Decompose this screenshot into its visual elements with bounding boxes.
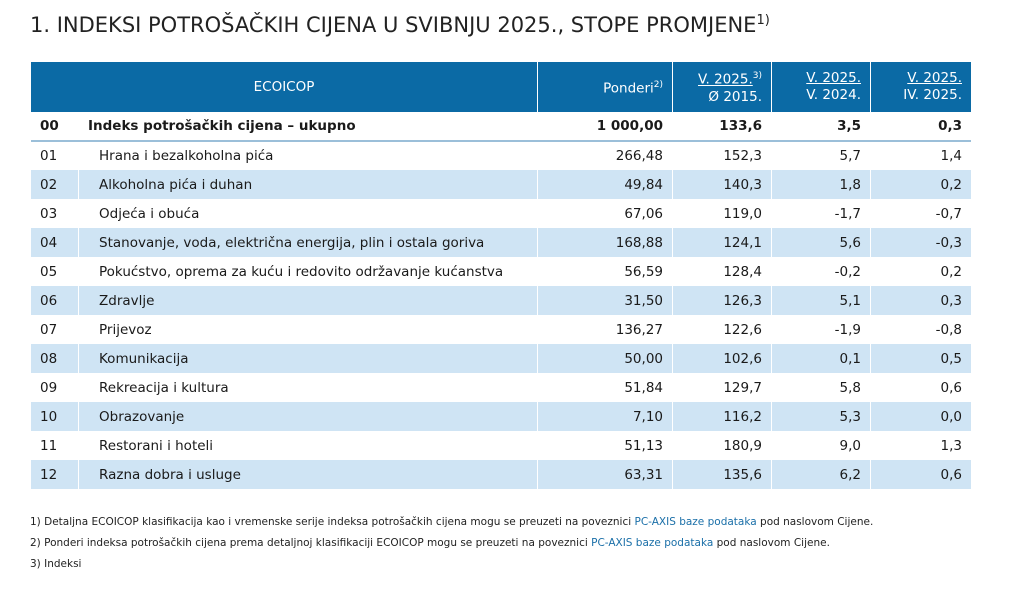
row-mom-rate: 0,5 xyxy=(871,344,972,373)
table-row xyxy=(31,257,971,286)
header-col-mom-line1: V. 2025. xyxy=(907,70,962,86)
pc-axis-link-2[interactable]: PC-AXIS baze podataka xyxy=(591,537,714,549)
row-index: 102,6 xyxy=(673,344,772,373)
pc-axis-link-1[interactable]: PC-AXIS baze podataka xyxy=(634,516,757,528)
row-code: 01 xyxy=(31,141,79,170)
header-col-index xyxy=(673,62,772,112)
row-weight: 1 000,00 xyxy=(538,112,673,141)
row-mom-rate: -0,8 xyxy=(935,321,962,338)
row-yoy-rate: -1,9 xyxy=(772,315,871,344)
table-row xyxy=(31,344,971,373)
table-row-total xyxy=(31,112,971,141)
row-index: 116,2 xyxy=(673,402,772,431)
row-code: 08 xyxy=(31,344,79,373)
row-code: 03 xyxy=(31,199,79,228)
footnote-2-tail: pod naslovom Cijene. xyxy=(713,537,830,549)
row-mom-rate: 0,3 xyxy=(871,286,972,315)
row-code: 05 xyxy=(31,257,79,286)
header-ecoicop: ECOICOP xyxy=(31,62,538,112)
header-ponderi-label: Ponderi xyxy=(603,80,654,97)
row-name: Zdravlje xyxy=(79,286,538,315)
row-index: 128,4 xyxy=(673,257,772,286)
row-mom-rate: 0,6 xyxy=(940,379,962,396)
cpi-table xyxy=(31,62,971,489)
header-ponderi xyxy=(538,62,673,112)
row-index: 126,3 xyxy=(673,286,772,315)
row-name: Indeks potrošačkih cijena – ukupno xyxy=(79,112,538,141)
row-name: Stanovanje, voda, električna energija, plin i ostala goriva xyxy=(79,228,538,257)
header-ponderi-sup: 2) xyxy=(653,79,663,90)
row-mom-rate: 0,2 xyxy=(871,170,972,199)
header-col-index-line1: V. 2025. xyxy=(698,71,753,88)
row-index: 152,3 xyxy=(673,141,772,170)
row-name: Prijevoz xyxy=(79,315,538,344)
row-index: 124,1 xyxy=(673,228,772,257)
row-name: Restorani i hoteli xyxy=(79,431,538,460)
table-body xyxy=(31,112,971,489)
row-name: Hrana i bezalkoholna pića xyxy=(79,141,538,170)
header-col-mom-line2: IV. 2025. xyxy=(903,87,962,103)
row-weight: 136,27 xyxy=(538,315,673,344)
row-weight: 49,84 xyxy=(538,170,673,199)
row-mom-rate: 0,3 xyxy=(871,112,972,141)
row-index: 129,7 xyxy=(673,373,772,402)
row-code: 04 xyxy=(31,228,79,257)
row-weight: 63,31 xyxy=(538,460,673,489)
row-yoy-rate: 5,3 xyxy=(772,402,871,431)
footnote-2 xyxy=(30,533,873,554)
row-mom-rate: 1,3 xyxy=(940,437,962,454)
row-mom-rate: 0,0 xyxy=(871,402,972,431)
footnote-1 xyxy=(30,512,873,533)
row-weight: 266,48 xyxy=(538,141,673,170)
row-yoy-rate: 5,6 xyxy=(772,228,871,257)
row-weight: 67,06 xyxy=(538,199,673,228)
table-row xyxy=(31,286,971,315)
row-yoy-rate: 1,8 xyxy=(772,170,871,199)
page-title xyxy=(30,13,770,37)
row-code: 07 xyxy=(31,315,79,344)
row-name: Obrazovanje xyxy=(79,402,538,431)
row-index: 119,0 xyxy=(673,199,772,228)
table-row xyxy=(31,315,971,344)
row-code: 11 xyxy=(31,431,79,460)
row-mom-rate: 0,6 xyxy=(871,460,972,489)
row-code: 10 xyxy=(31,402,79,431)
footnote-1-tail: pod naslovom Cijene. xyxy=(756,516,874,528)
footnotes xyxy=(30,512,873,575)
footnote-3: 3) Indeksi xyxy=(30,558,82,570)
row-code: 12 xyxy=(31,460,79,489)
row-index: 133,6 xyxy=(673,112,772,141)
footnote-2-text: 2) Ponderi indeksa potrošačkih cijena prema detaljnoj klasifikaciji ECOICOP mogu se preuzeti na poveznici xyxy=(30,537,592,549)
header-col-yoy-line1: V. 2025. xyxy=(806,70,861,86)
header-col-index-sup: 3) xyxy=(752,71,762,82)
row-mom-rate: -0,3 xyxy=(871,228,972,257)
row-weight: 56,59 xyxy=(538,257,673,286)
header-col-yoy-line2: V. 2024. xyxy=(806,87,861,103)
row-code: 02 xyxy=(31,170,79,199)
table-row xyxy=(31,431,971,460)
table-row xyxy=(31,199,971,228)
row-yoy-rate: -0,2 xyxy=(772,257,871,286)
row-name: Rekreacija i kultura xyxy=(79,373,538,402)
row-index: 135,6 xyxy=(673,460,772,489)
row-weight: 51,13 xyxy=(538,431,673,460)
row-index: 140,3 xyxy=(673,170,772,199)
header-col-index-line2: Ø 2015. xyxy=(708,88,762,105)
row-yoy-rate: 6,2 xyxy=(772,460,871,489)
row-index: 122,6 xyxy=(673,315,772,344)
row-name: Odjeća i obuća xyxy=(79,199,538,228)
row-yoy-rate: 5,8 xyxy=(772,373,871,402)
row-mom-rate: -0,7 xyxy=(935,205,962,222)
table-row xyxy=(31,228,971,257)
row-weight: 50,00 xyxy=(538,344,673,373)
row-name: Komunikacija xyxy=(79,344,538,373)
row-name: Alkoholna pića i duhan xyxy=(79,170,538,199)
row-yoy-rate: 5,7 xyxy=(772,141,871,170)
row-mom-rate: 0,2 xyxy=(940,263,962,280)
row-name: Razna dobra i usluge xyxy=(79,460,538,489)
table-row xyxy=(31,460,971,489)
row-index: 180,9 xyxy=(673,431,772,460)
row-weight: 168,88 xyxy=(538,228,673,257)
row-mom-rate: 1,4 xyxy=(940,148,962,164)
row-yoy-rate: 5,1 xyxy=(772,286,871,315)
page-title-text: 1. INDEKSI POTROŠAČKIH CIJENA U SVIBNJU 2025., STOPE PROMJENE xyxy=(30,13,757,37)
table-row xyxy=(31,141,971,170)
title-footnote-ref: 1) xyxy=(756,13,770,28)
row-yoy-rate: 9,0 xyxy=(772,431,871,460)
table-header xyxy=(31,62,971,112)
row-yoy-rate: -1,7 xyxy=(772,199,871,228)
header-row xyxy=(31,62,971,112)
row-weight: 31,50 xyxy=(538,286,673,315)
table-row xyxy=(31,170,971,199)
header-col-mom xyxy=(871,62,972,112)
row-weight: 51,84 xyxy=(538,373,673,402)
table-row xyxy=(31,373,971,402)
header-col-yoy xyxy=(772,62,871,112)
row-weight: 7,10 xyxy=(538,402,673,431)
row-code: 06 xyxy=(31,286,79,315)
row-yoy-rate: 3,5 xyxy=(772,112,871,141)
row-yoy-rate: 0,1 xyxy=(772,344,871,373)
row-code: 09 xyxy=(31,373,79,402)
row-name: Pokućstvo, oprema za kuću i redovito održavanje kućanstva xyxy=(79,257,538,286)
row-code: 00 xyxy=(31,112,79,141)
table-row xyxy=(31,402,971,431)
footnote-1-text: 1) Detaljna ECOICOP klasifikacija kao i vremenske serije indeksa potrošačkih cijena mogu se preuzeti na poveznici xyxy=(30,516,635,528)
